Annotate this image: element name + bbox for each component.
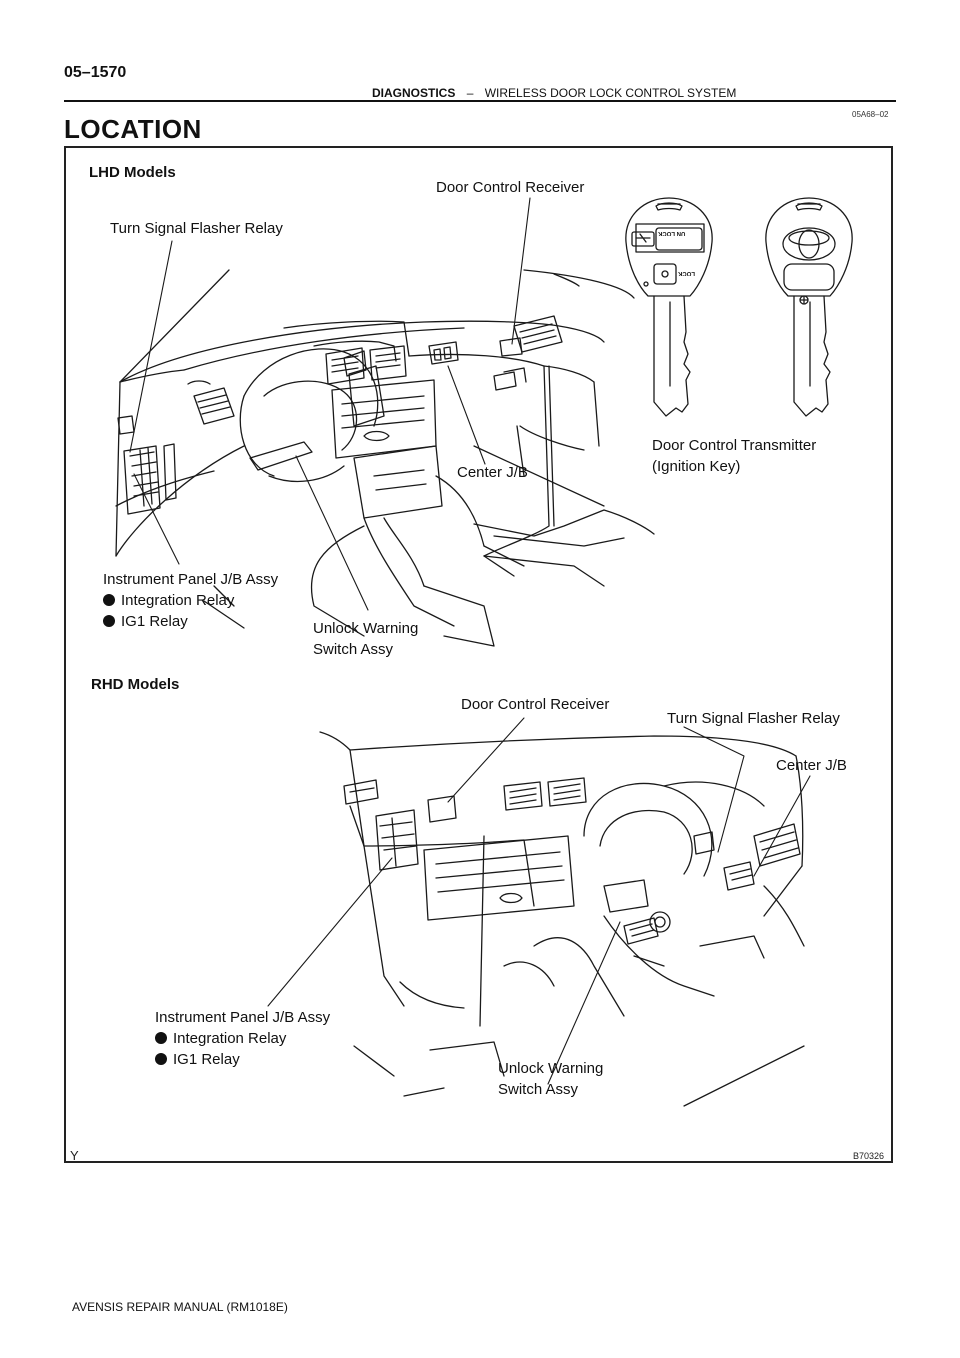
lhd-door-control-receiver-label: Door Control Receiver <box>436 179 585 196</box>
lhd-integration-relay-item: Integration Relay <box>103 590 278 611</box>
page-title: LOCATION <box>64 114 202 144</box>
bullet-icon <box>155 1032 167 1044</box>
rhd-integration-relay-item: Integration Relay <box>155 1028 330 1049</box>
key-unlock-button-text: UN LOCK <box>658 230 686 236</box>
key-drawing-logo <box>766 198 852 416</box>
bullet-icon <box>155 1053 167 1065</box>
figure-corner-mark: Y <box>70 1148 79 1163</box>
transmitter-line-2: (Ignition Key) <box>652 458 741 475</box>
rhd-dashboard-drawing <box>320 732 804 1106</box>
lhd-turn-signal-flasher-relay-label: Turn Signal Flasher Relay <box>110 220 283 237</box>
transmitter-line-1: Door Control Transmitter <box>652 437 817 454</box>
bullet-icon <box>103 615 115 627</box>
rhd-models-heading: RHD Models <box>91 676 180 693</box>
header-separator: – <box>466 86 474 100</box>
lhd-instrument-panel-jb-title: Instrument Panel J/B Assy <box>103 571 279 588</box>
lhd-unlock-warning-switch-label <box>313 618 418 660</box>
lhd-ig1-relay-item: IG1 Relay <box>103 611 278 632</box>
figure-code: B70326 <box>853 1151 885 1161</box>
lhd-center-jb-label: Center J/B <box>457 464 528 481</box>
rhd-turn-signal-flasher-relay-label: Turn Signal Flasher Relay <box>667 710 840 727</box>
lhd-unlock-line-1: Unlock Warning <box>313 620 419 637</box>
header-section: DIAGNOSTICS <box>372 86 456 100</box>
rhd-leader-lines <box>268 718 810 1084</box>
rhd-center-jb-label: Center J/B <box>776 757 847 774</box>
lhd-instrument-panel-jb-label <box>103 569 278 632</box>
header-rule <box>64 100 896 102</box>
lhd-door-control-transmitter-label <box>652 435 816 477</box>
page-number: 05–1570 <box>64 64 127 81</box>
page-footer: AVENSIS REPAIR MANUAL (RM1018E) <box>72 1300 288 1314</box>
rhd-instrument-panel-jb-title: Instrument Panel J/B Assy <box>155 1009 331 1026</box>
lhd-models-heading: LHD Models <box>89 164 176 181</box>
page-header <box>372 86 736 100</box>
bullet-icon <box>103 594 115 606</box>
rhd-ig1-relay-item: IG1 Relay <box>155 1049 330 1070</box>
rhd-unlock-line-1: Unlock Warning <box>498 1060 604 1077</box>
key-lock-button-text: LOCK <box>678 270 695 276</box>
rhd-instrument-panel-jb-label <box>155 1007 330 1070</box>
reference-code: 05A68–02 <box>852 110 889 119</box>
lhd-unlock-line-2: Switch Assy <box>313 641 394 658</box>
rhd-door-control-receiver-label: Door Control Receiver <box>461 696 610 713</box>
rhd-unlock-line-2: Switch Assy <box>498 1081 579 1098</box>
header-subsection: WIRELESS DOOR LOCK CONTROL SYSTEM <box>484 86 737 100</box>
rhd-unlock-warning-switch-label <box>498 1058 603 1100</box>
